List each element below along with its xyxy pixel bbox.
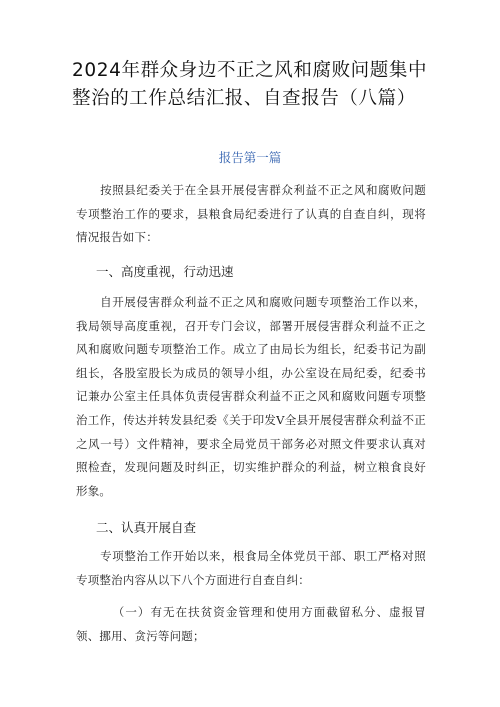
document-title: 2024年群众身边不正之风和腐败问题集中整治的工作总结汇报、自查报告（八篇） [72, 60, 428, 109]
section-1-paragraph: 自开展侵害群众利益不正之风和腐败问题专项整治工作以来，我局领导高度重视，召开专门会议，部署开展侵害群众利益不正之风和腐败问题专项整治工作。成立了由局长为组长，纪委书记为副组长，各股室股长为成员的领导小组，办公室设在局纪委，纪委书记兼办公室主任具体负责侵害群众利益不正之风和腐败问题专项整治工作，传达并转发县纪委《关于印发V全县开展侵害群众利益不正之风一号）文件精神，要求全局党员干部务必对照文件要求认真对照检查，发现问题及时纠正，切实维护群众的利益，树立粮食良好形象。 [76, 295, 426, 498]
section-heading-2: 二、认真开展自查 [96, 520, 197, 535]
report-subtitle: 报告第一篇 [218, 150, 282, 165]
section-2-item-1: （一）有无在扶贫资金管理和使用方面截留私分、虚报冒领、挪用、贪污等问题； [76, 605, 426, 643]
section-2-paragraph: 专项整治工作开始以来，根食局全体党员干部、职工严格对照专项整治内容从以下八个方面进行自查自纠： [76, 549, 426, 587]
section-heading-1: 一、高度重视，行动迅速 [96, 264, 234, 279]
intro-paragraph: 按照县纪委关于在全县开展侵害群众利益不正之风和腐败问题专项整治工作的要求，县粮食局纪委进行了认真的自查自纠，现将情况报告如下： [76, 183, 426, 245]
